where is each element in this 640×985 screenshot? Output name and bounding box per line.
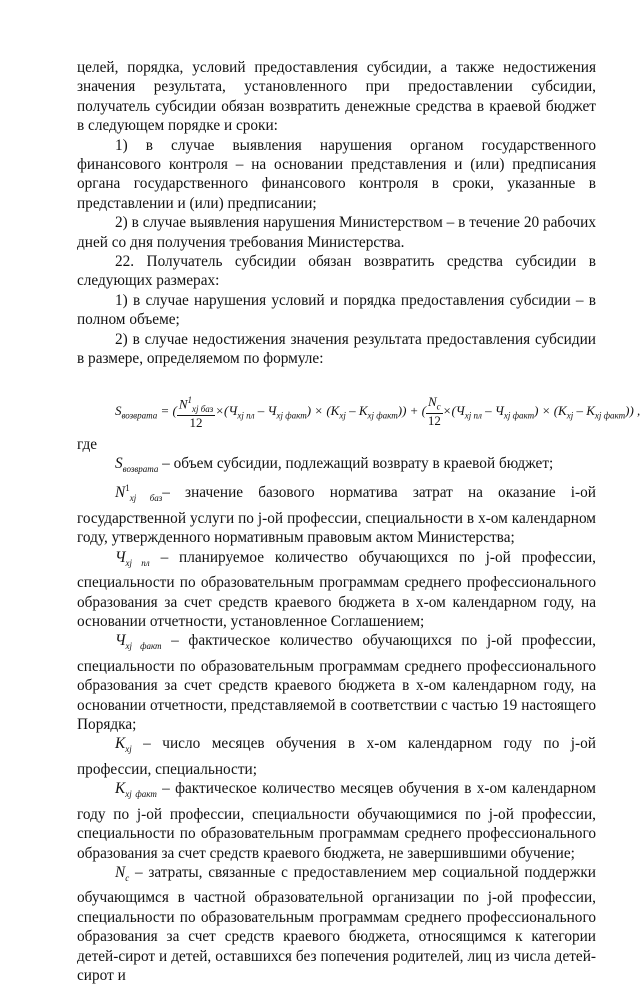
paragraph: 1) в случае нарушения условий и порядка предоставления субсидии – в полном объеме; xyxy=(77,291,596,329)
fraction: $\frac{N^1_{xj баз}}{12}$ xyxy=(178,394,214,431)
refund-formula: $S_{возврата}$ = ( $\frac{N^1_{xj баз}}{12}$ $\times(Ч_{xj пл} - Ч_{xj факт}) \times (K_{xj} - K_{xj факт})$) + ( $\frac{N_c}{12}$ $\times(Ч_{xj пл} - Ч_{xj факт}) \times (K_{xj} - K_{xj факт})$) , xyxy=(115,393,640,431)
paragraph: целей, порядка, условий предоставления субсидии, а также недостижения значения результата, установленного при предоставлении субсидии, получатель субсидии обязан возвратить денежные средства в краевой бюджет в следующем порядке и сроки: xyxy=(77,59,596,135)
formula-lhs: S xyxy=(115,402,122,418)
definition: $N^1_{xj баз}-$ значение базового норматива затрат на оказание i-ой государственной услуги по j-ой профессии, специальности в x-ом календарном году, утвержденного нормативным правовым актом Министерства; xyxy=(77,483,596,547)
paragraph: 2) в случае выявления нарушения Министерством – в течение 20 рабочих дней со дня получения требования Министерства. xyxy=(77,214,596,251)
document-page xyxy=(77,58,640,985)
definition: $Ч_{xj факт}$ – фактическое количество обучающихся по j-ой профессии, специальности по образовательным программам среднего профессионального образования за счет средств краевого бюджета в x-ом календарном году, на основании отчетности, представляемой в соответствии с частью 19 настоящего Порядка; xyxy=(77,632,596,734)
paragraph: 2) в случае недостижения значения результата предоставления субсидии в размере, определяемом по формуле: xyxy=(77,330,596,368)
where-label: где xyxy=(77,435,98,453)
definition: $K_{xj факт}$ – фактическое количество месяцев обучения в x-ом календарном году по j-ой профессии, специальности обучающимися по j-ой профессии, специальности по образовательным программам среднего профессионального образования за счет средств краевого бюджета, не завершившими обучение; xyxy=(77,780,596,862)
paragraph: 22. Получатель субсидии обязан возвратить средства субсидии в следующих размерах: xyxy=(77,253,596,290)
definition: $S_{возврата}$ – объем субсидии, подлежащий возврату в краевой бюджет; xyxy=(115,454,554,474)
fraction: $\frac{N_c}{12}$ xyxy=(427,393,441,429)
definition: $K_{xj}$ – число месяцев обучения в x-ом календарном году по j-ой профессии, специальности; xyxy=(77,735,596,778)
paragraph: 1) в случае выявления нарушения органом государственного финансового контроля – на основании представления и (или) предписания органа государственного финансового контроля в сроки, указанные в представлении и (или) предписании; xyxy=(77,136,596,212)
definition: $N_c$ – затраты, связанные с предоставлением мер социальной поддержки обучающимся в частной образовательной организации по j-ой профессии, специальности по образовательным программам среднего профессионального образования за счет средств краевого бюджета, относящимся к категории детей-сирот и детей, оставшихся без попечения родителей, лиц из числа детей-сирот и xyxy=(77,864,596,985)
definition: $Ч_{xj пл}$ – планируемое количество обучающихся по j-ой профессии, специальности по образовательным программам среднего профессионального образования за счет средств краевого бюджета в x-ом календарном году, на основании отчетности, установленное Соглашением; xyxy=(77,548,596,630)
